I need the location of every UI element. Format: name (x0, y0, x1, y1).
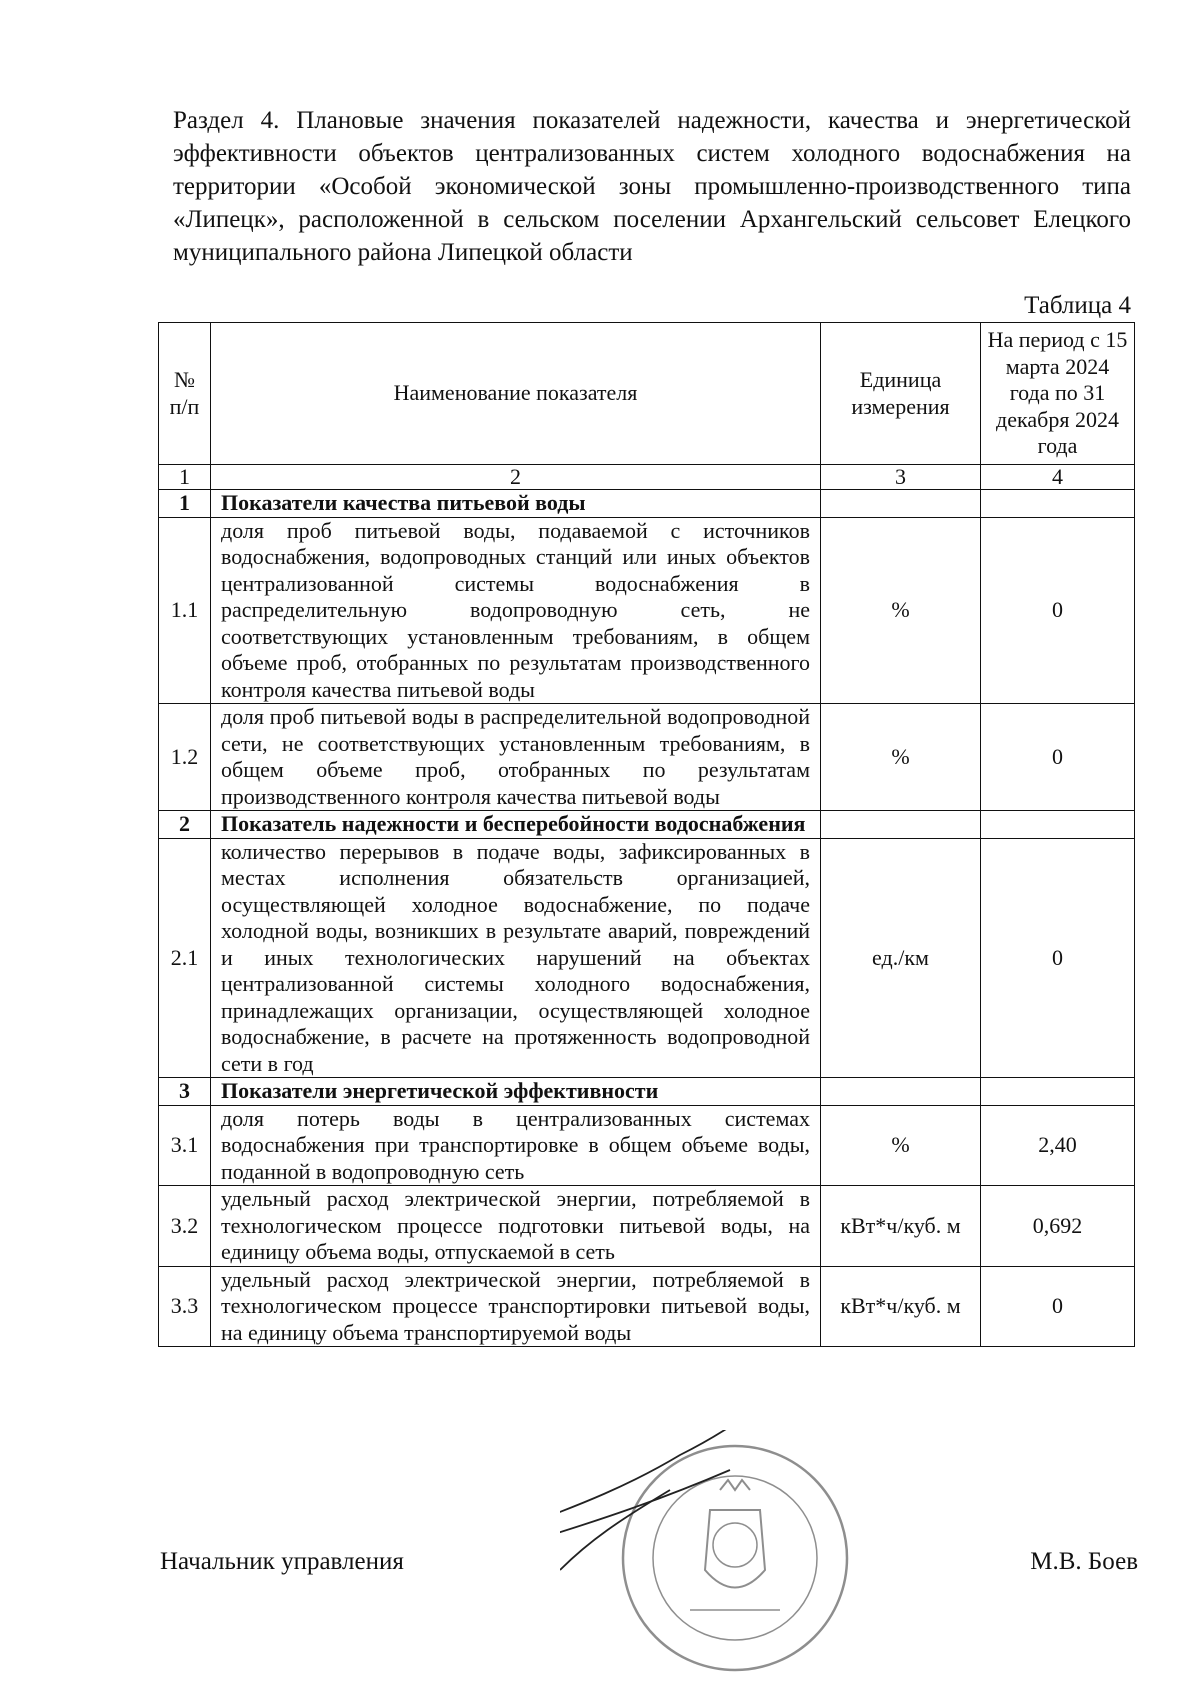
row-unit: ед./км (821, 838, 981, 1078)
row-unit (821, 1078, 981, 1106)
row-value (981, 490, 1135, 518)
row-unit: кВт*ч/куб. м (821, 1186, 981, 1267)
table-row-section-1 (159, 490, 1135, 518)
col-index-2: 2 (211, 465, 821, 490)
row-value: 0 (981, 838, 1135, 1078)
table-row-2-1 (159, 838, 1135, 1078)
column-index-row (159, 465, 1135, 490)
table-row-section-3 (159, 1078, 1135, 1106)
row-value (981, 811, 1135, 839)
section-heading: Раздел 4. Плановые значения показателей надежности, качества и энергетической эффективности объектов централизованных систем холодного водоснабжения на территории «Особой экономической зоны промышленно-производственного типа «Липецк», расположенной в сельском поселении Архангельский сельсовет Елецкого муниципального района Липецкой области (173, 107, 1131, 266)
row-name: удельный расход электрической энергии, потребляемой в технологическом процессе подготовки питьевой воды, на единицу объема воды, отпускаемой в сеть (211, 1186, 821, 1267)
table-row-section-2 (159, 811, 1135, 839)
signatory-position: Начальник управления (160, 1548, 404, 1575)
row-num: 1.1 (159, 517, 211, 704)
table-caption: Таблица 4 (1024, 292, 1131, 319)
row-name: доля проб питьевой воды, подаваемой с источников водоснабжения, водопроводных станций или иных объектов централизованной системы водоснабжения в распределительную водопроводную сеть, не соответствующих установленным требованиям, в общем объеме проб, отобранных по результатам производственного контроля качества питьевой воды (211, 517, 821, 704)
row-value: 0 (981, 1266, 1135, 1347)
row-num: 1 (159, 490, 211, 518)
table-header-row (159, 323, 1135, 465)
row-unit: % (821, 517, 981, 704)
col-index-4: 4 (981, 465, 1135, 490)
table-row-3-2 (159, 1186, 1135, 1267)
row-num: 3.2 (159, 1186, 211, 1267)
table-row-3-1 (159, 1105, 1135, 1186)
row-num: 2.1 (159, 838, 211, 1078)
row-name: доля проб питьевой воды в распределительной водопроводной сети, не соответствующих установленным требованиям, в общем объеме проб, отобранных по результатам производственного контроля качества питьевой воды (211, 704, 821, 811)
row-value (981, 1078, 1135, 1106)
row-num: 3.3 (159, 1266, 211, 1347)
row-unit: % (821, 704, 981, 811)
row-name: Показатели энергетической эффективности (211, 1078, 821, 1106)
row-unit: % (821, 1105, 981, 1186)
row-num: 1.2 (159, 704, 211, 811)
row-unit (821, 490, 981, 518)
signatory-name: М.В. Боев (1030, 1548, 1138, 1575)
table-row-1-2 (159, 704, 1135, 811)
row-name: доля потерь воды в централизованных системах водоснабжения при транспортировке в общем объеме воды, поданной в водопроводную сеть (211, 1105, 821, 1186)
seal-stamp (623, 1446, 847, 1670)
row-num: 3 (159, 1078, 211, 1106)
row-value: 0,692 (981, 1186, 1135, 1267)
row-unit: кВт*ч/куб. м (821, 1266, 981, 1347)
official-seal-and-signature (560, 1430, 880, 1695)
row-value: 0 (981, 517, 1135, 704)
row-value: 0 (981, 704, 1135, 811)
col-index-1: 1 (159, 465, 211, 490)
header-num: № п/п (159, 323, 211, 465)
header-unit: Единица измерения (821, 323, 981, 465)
table-row-1-1 (159, 517, 1135, 704)
row-num: 2 (159, 811, 211, 839)
row-name: удельный расход электрической энергии, потребляемой в технологическом процессе транспортировки питьевой воды, на единицу объема транспортируемой воды (211, 1266, 821, 1347)
row-value: 2,40 (981, 1105, 1135, 1186)
row-name: количество перерывов в подаче воды, зафиксированных в местах исполнения обязательств организацией, осуществляющей холодное водоснабжение, по подаче холодной воды, возникших в результате аварий, повреждений и иных технологических нарушений на объектах централизованной системы холодного водоснабжения, принадлежащих организации, осуществляющей холодное водоснабжение, в расчете на протяженность водопроводной сети в год (211, 838, 821, 1078)
indicators-table (158, 322, 1135, 1347)
col-index-3: 3 (821, 465, 981, 490)
row-unit (821, 811, 981, 839)
row-name: Показатель надежности и бесперебойности водоснабжения (211, 811, 821, 839)
header-name: Наименование показателя (211, 323, 821, 465)
row-num: 3.1 (159, 1105, 211, 1186)
header-period: На период с 15 марта 2024 года по 31 декабря 2024 года (981, 323, 1135, 465)
row-name: Показатели качества питьевой воды (211, 490, 821, 518)
table-row-3-3 (159, 1266, 1135, 1347)
signature-stroke (560, 1430, 790, 1570)
